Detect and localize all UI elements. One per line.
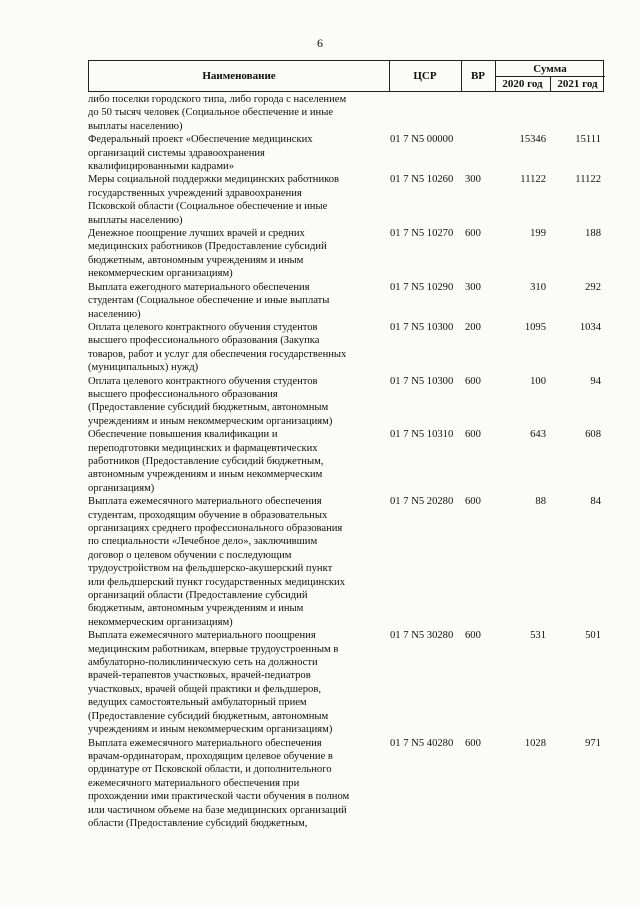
table-row xyxy=(88,375,608,429)
table-row xyxy=(88,133,608,173)
row-sum-2020: 310 xyxy=(530,281,546,293)
row-vr: 600 xyxy=(465,496,481,508)
row-sum-2020: 1095 xyxy=(524,321,546,333)
row-csr: 01 7 N5 10310 xyxy=(390,429,454,441)
row-csr: 01 7 N5 30280 xyxy=(390,630,454,642)
row-name: Выплата ежемесячного материального обеспечения студентам, проходящим обучение в образовательных организациях среднего профессионального образования по специальности «Лечебное дело», заключившим договор о целевом обучении с последующим трудоустройством на фельдшерско-акушерский пункт или фельдшерский пункт государственных медицинских организаций области (Предоставление субсидий бюджетным, автономным учреждениям и иным некоммерческим организациям) xyxy=(88,496,346,628)
row-csr: 01 7 N5 10260 xyxy=(390,174,454,186)
row-sum-2021: 84 xyxy=(590,496,601,508)
row-sum-2020: 1028 xyxy=(524,737,546,749)
row-sum-2020: 11122 xyxy=(520,174,546,186)
row-csr: 01 7 N5 10300 xyxy=(390,375,454,387)
header-name: Наименование xyxy=(89,61,390,91)
table-row xyxy=(88,281,608,321)
row-name: Федеральный проект «Обеспечение медицинских организаций системы здравоохранения квалифицированными кадрами» xyxy=(88,134,313,173)
row-name: Выплата ежемесячного материального обеспечения врачам-ординаторам, проходящим целевое обучение в ординатуре от Псковской области, и дополнительного ежемесячного материального обеспечения при прохождении ими практической части обучения в полном или частичном объеме на базе медицинских организаций области (Предоставление субсидий бюджетным, xyxy=(88,737,350,829)
row-sum-2021: 94 xyxy=(590,375,601,387)
row-sum-2021: 501 xyxy=(585,630,601,642)
row-sum-2021: 1034 xyxy=(579,321,601,333)
table-row xyxy=(88,737,608,831)
row-vr: 200 xyxy=(465,321,481,333)
row-name: Оплата целевого контрактного обучения студентов высшего профессионального образования (Закупка товаров, работ и услуг для обеспечения государственных (муниципальных) нужд) xyxy=(88,321,347,374)
header-csr: ЦСР xyxy=(389,61,462,91)
table-header xyxy=(88,60,604,92)
row-name: Меры социальной поддержки медицинских работников государственных учреждений здравоохранения Псковской области (Социальное обеспечение и иные выплаты населению) xyxy=(88,174,340,226)
row-vr: 300 xyxy=(465,174,481,186)
row-name: Выплата ежегодного материального обеспечения студентам (Социальное обеспечение и иные выплаты населению) xyxy=(88,281,330,320)
row-name: Обеспечение повышения квалификации и переподготовки медицинских и фармацевтических работников (Предоставление субсидий бюджетным, автономным учреждениям и иным некоммерческим организациям) xyxy=(88,429,324,494)
table-row xyxy=(88,495,608,629)
row-sum-2021: 608 xyxy=(585,429,601,441)
table-row xyxy=(88,93,608,133)
row-csr: 01 7 N5 40280 xyxy=(390,737,454,749)
row-vr: 600 xyxy=(465,375,481,387)
row-name: Денежное поощрение лучших врачей и средних медицинских работников (Предоставление субсидий бюджетным, автономным учреждениям и иным некоммерческим организациям) xyxy=(88,228,327,280)
row-sum-2020: 15346 xyxy=(519,134,546,146)
row-sum-2020: 199 xyxy=(530,228,546,240)
row-csr: 01 7 N5 20280 xyxy=(390,496,454,508)
row-vr: 600 xyxy=(465,228,481,240)
table-row xyxy=(88,227,608,281)
row-name: Выплата ежемесячного материального поощрения медицинским работникам, впервые трудоустроенным в амбулаторно-поликлиническую сеть на должности врачей-терапевтов участковых, врачей-педиатров участковых, врачей общей практики и фельдшеров, ведущих самостоятельный амбулаторный прием (Предоставление субсидий бюджетным, автономным учреждениям и иным некоммерческим организациям) xyxy=(88,630,339,736)
table-row xyxy=(88,428,608,495)
row-sum-2020: 100 xyxy=(530,375,546,387)
row-vr: 300 xyxy=(465,281,481,293)
row-sum-2021: 971 xyxy=(585,737,601,749)
table-body xyxy=(88,93,608,830)
row-sum-2020: 531 xyxy=(530,630,546,642)
row-sum-2021: 188 xyxy=(585,228,601,240)
row-csr: 01 7 N5 10290 xyxy=(390,281,454,293)
header-sum: Сумма xyxy=(495,61,605,77)
row-sum-2021: 11122 xyxy=(575,174,601,186)
header-vr: ВР xyxy=(461,61,496,91)
row-name: Оплата целевого контрактного обучения студентов высшего профессионального образования (Предоставление субсидий бюджетным, автономным учреждениям и иным некоммерческим организациям) xyxy=(88,375,333,427)
row-csr: 01 7 N5 00000 xyxy=(390,134,454,146)
row-name: либо поселки городского типа, либо города с населением до 50 тысяч человек (Социальное обеспечение и иные выплаты населению) xyxy=(88,94,347,132)
table-row xyxy=(88,321,608,375)
row-csr: 01 7 N5 10300 xyxy=(390,321,454,333)
table-row xyxy=(88,629,608,736)
row-sum-2021: 15111 xyxy=(575,134,601,146)
header-year-2020: 2020 год xyxy=(495,76,551,91)
row-sum-2020: 643 xyxy=(530,429,546,441)
row-csr: 01 7 N5 10270 xyxy=(390,228,454,240)
page-number: 6 xyxy=(317,36,323,50)
header-year-2021: 2021 год xyxy=(557,77,598,90)
row-vr: 600 xyxy=(465,429,481,441)
row-sum-2021: 292 xyxy=(585,281,601,293)
row-vr: 600 xyxy=(465,737,481,749)
row-vr: 600 xyxy=(465,630,481,642)
table-row xyxy=(88,173,608,227)
row-sum-2020: 88 xyxy=(535,496,546,508)
